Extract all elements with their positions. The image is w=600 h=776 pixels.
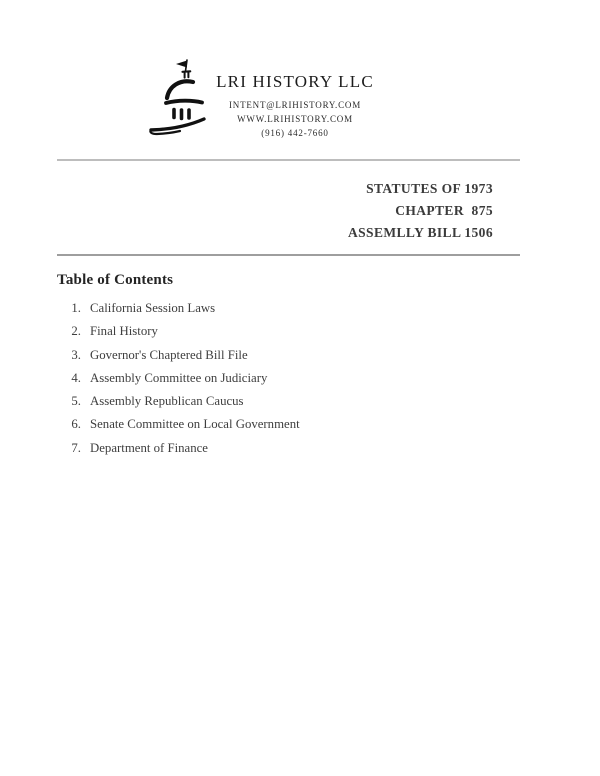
statutes-line: STATUTES OF 1973	[366, 181, 493, 196]
company-name: LRI HISTORY LLC	[216, 72, 374, 91]
toc-item-number: 3.	[71, 347, 81, 362]
toc-item	[57, 417, 300, 440]
toc-heading: Table of Contents	[57, 272, 174, 288]
toc-item-label: Governor's Chaptered Bill File	[90, 347, 248, 362]
divider-top	[57, 159, 520, 161]
toc-item-label: Senate Committee on Local Government	[90, 417, 300, 432]
statute-title-block	[348, 178, 493, 244]
toc-item	[57, 324, 300, 347]
toc-item-number: 4.	[71, 370, 81, 385]
chapter-line: CHAPTER 875	[395, 203, 493, 218]
toc-item	[57, 301, 300, 324]
toc-item	[57, 394, 300, 417]
toc-item-label: Assembly Republican Caucus	[90, 394, 244, 409]
company-email: INTENT@LRIHISTORY.COM	[228, 100, 361, 110]
toc-item	[57, 441, 300, 464]
toc-item-number: 2.	[71, 324, 81, 339]
toc-item-label: Assembly Committee on Judiciary	[90, 370, 268, 385]
divider-bottom	[57, 254, 520, 256]
toc-item-label: California Session Laws	[90, 301, 216, 315]
company-phone: (916) 442-7660	[261, 128, 329, 138]
toc-item-number: 7.	[71, 440, 81, 455]
toc-item-label: Department of Finance	[90, 440, 208, 455]
letterhead	[180, 72, 410, 140]
company-website: WWW.LRIHISTORY.COM	[237, 114, 353, 124]
toc-item-label: Final History	[90, 324, 158, 339]
toc-item-number: 6.	[71, 417, 81, 432]
toc-list	[57, 301, 300, 464]
toc-item-number: 1.	[71, 301, 81, 315]
toc-item-number: 5.	[71, 394, 81, 409]
toc-item	[57, 348, 300, 371]
toc-item	[57, 371, 300, 394]
assembly-bill-line: ASSEMLLY BILL 1506	[347, 225, 493, 240]
